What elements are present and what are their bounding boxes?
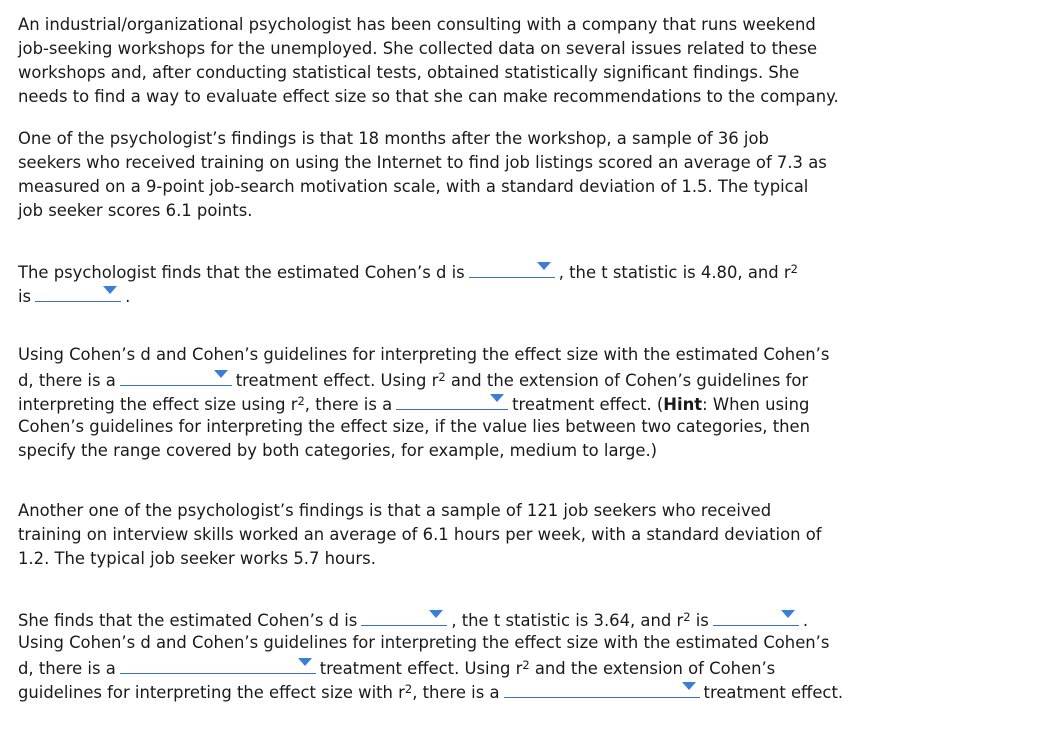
hint-label: Hint <box>663 395 703 414</box>
q3-sup-2: 2 <box>522 657 530 672</box>
q3-text-l4c: treatment effect. <box>703 683 844 702</box>
intro-line-3: workshops and, after conducting statistical tests, obtained statistically significant findings. She <box>18 63 800 82</box>
q1-text-d: . <box>125 287 131 306</box>
finding2-line-2: training on interview skills worked an average of 6.1 hours per week, with a standard deviation of <box>18 525 822 544</box>
q2-line-3 <box>18 391 809 415</box>
q2-text-l3d: : When using <box>702 395 810 414</box>
chevron-down-icon <box>781 610 795 618</box>
r-squared-dropdown-2[interactable] <box>713 607 799 626</box>
finding2-line-3: 1.2. The typical job seeker works 5.7 hours. <box>18 549 376 568</box>
q2-line-5: specify the range covered by both categories, for example, medium to large.) <box>18 441 658 460</box>
q3-text-l1d: . <box>802 611 809 630</box>
intro-line-4: needs to find a way to evaluate effect size so that she can make recommendations to the company. <box>18 87 839 106</box>
q2-line-2 <box>18 367 808 391</box>
q3-line-4 <box>18 679 843 703</box>
q3-line-1 <box>18 607 808 631</box>
q3-text-l3b: treatment effect. Using r <box>319 659 523 678</box>
r-squared-effect-dropdown-1[interactable] <box>396 391 508 410</box>
chevron-down-icon <box>103 286 117 294</box>
q2-sup-1: 2 <box>438 369 446 384</box>
q1-text-a: The psychologist finds that the estimated Cohen’s d is <box>18 263 465 282</box>
cohens-d-effect-dropdown-2[interactable] <box>120 655 316 674</box>
q2-line-1: Using Cohen’s d and Cohen’s guidelines for interpreting the effect size with the estimated Cohen’s <box>18 345 830 364</box>
q1-sup: 2 <box>790 261 798 276</box>
q1-line-2 <box>18 283 130 307</box>
q1-text-c: is <box>18 287 32 306</box>
chevron-down-icon <box>214 370 228 378</box>
chevron-down-icon <box>682 682 696 690</box>
chevron-down-icon <box>537 262 551 270</box>
q3-text-l1a: She finds that the estimated Cohen’s d is <box>18 611 358 630</box>
finding1-line-3: measured on a 9-point job-search motivation scale, with a standard deviation of 1.5. The typical <box>18 177 809 196</box>
q3-text-l4a: guidelines for interpreting the effect size with r <box>18 683 405 702</box>
q3-text-l1c: is <box>690 611 709 630</box>
cohens-d-dropdown-1[interactable] <box>469 259 555 278</box>
q1-text-b: , the t statistic is 4.80, and r <box>558 263 791 282</box>
finding2-line-1: Another one of the psychologist’s findings is that a sample of 121 job seekers who received <box>18 501 772 520</box>
q2-text-l3b: , there is a <box>304 395 393 414</box>
q2-text-l2a: d, there is a <box>18 371 116 390</box>
q2-text-l3a: interpreting the effect size using r <box>18 395 298 414</box>
q2-text-l3c: treatment effect. ( <box>512 395 664 414</box>
cohens-d-effect-dropdown-1[interactable] <box>120 367 232 386</box>
q3-sup-3: 2 <box>404 681 413 696</box>
q2-text-l2c: and the extension of Cohen’s guidelines for <box>445 371 809 390</box>
q3-text-l1b: , the t statistic is 3.64, and r <box>451 611 684 630</box>
finding1-line-4: job seeker scores 6.1 points. <box>18 201 253 220</box>
q2-sup-2: 2 <box>297 393 305 408</box>
chevron-down-icon <box>490 394 504 402</box>
cohens-d-dropdown-2[interactable] <box>361 607 447 626</box>
q3-text-l3a: d, there is a <box>18 659 116 678</box>
q1-line-1 <box>18 259 798 283</box>
intro-line-2: job-seeking workshops for the unemployed. She collected data on several issues related to these <box>18 39 818 58</box>
q3-sup-1: 2 <box>683 609 691 624</box>
q2-text-l2b: treatment effect. Using r <box>235 371 439 390</box>
q3-text-l3c: and the extension of Cohen’s <box>529 659 776 678</box>
chevron-down-icon <box>429 610 443 618</box>
q2-line-4: Cohen’s guidelines for interpreting the effect size, if the value lies between two categories, then <box>18 417 811 436</box>
finding1-line-2: seekers who received training on using the Internet to find job listings scored an average of 7.3 as <box>18 153 827 172</box>
finding1-line-1: One of the psychologist’s findings is that 18 months after the workshop, a sample of 36 job <box>18 129 769 148</box>
r-squared-effect-dropdown-2[interactable] <box>504 679 700 698</box>
q3-line-2: Using Cohen’s d and Cohen’s guidelines for interpreting the effect size with the estimated Cohen’s <box>18 633 830 652</box>
intro-line-1: An industrial/organizational psychologist has been consulting with a company that runs weekend <box>18 15 816 34</box>
chevron-down-icon <box>298 658 312 666</box>
q3-line-3 <box>18 655 775 679</box>
q3-text-l4b: , there is a <box>412 683 500 702</box>
r-squared-dropdown-1[interactable] <box>35 283 121 302</box>
